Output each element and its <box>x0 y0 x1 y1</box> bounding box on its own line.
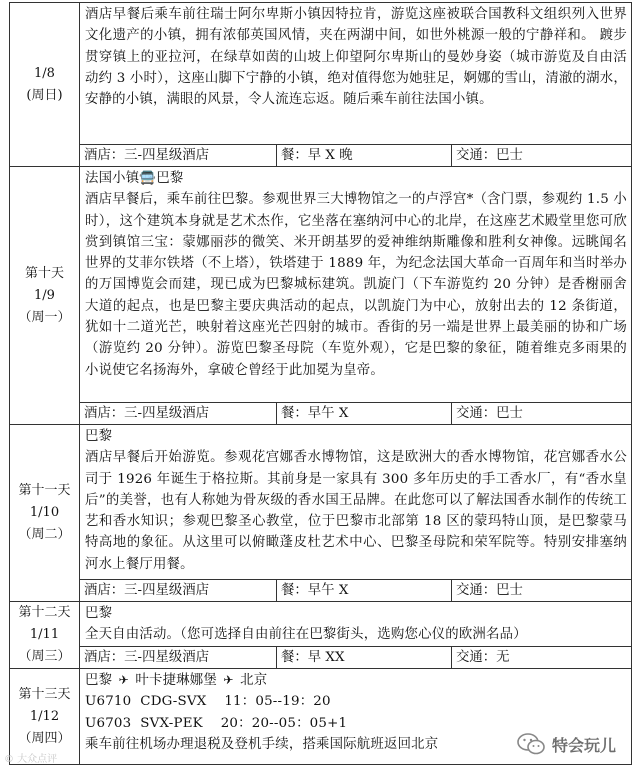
day-label: 第十天 <box>24 265 64 281</box>
day-label: 第十二天 <box>18 605 71 620</box>
day-description <box>80 3 632 145</box>
day-meta-row <box>10 403 632 425</box>
transport-info: 交通：巴士 <box>452 403 632 425</box>
hotel-info: 酒店：三-四星级酒店 <box>80 403 277 425</box>
meals-info: 餐：早午 X <box>277 580 452 602</box>
day-cell <box>10 167 80 425</box>
day-weekday: （周一） <box>18 309 71 325</box>
day-label: 第十一天 <box>18 483 71 498</box>
day-body: 全天自由活动。（您可选择自由前往在巴黎街头，选购您心仪的欧洲名品） <box>85 627 527 643</box>
day-date: 1/12 <box>29 708 60 724</box>
route-title <box>85 670 627 691</box>
day-body: 酒店早餐后，乘车前往巴黎。参观世界三大博物馆之一的卢浮宫*（含门票，参观约 1.5 小时），这个建筑本身就是艺术杰作，它坐落在塞纳河中心的北岸，在这座艺术殿堂里您可欣赏到镇馆三宝：蒙娜丽莎的微笑、米开朗基罗的爱神维纳斯雕像和胜利女神像。远眺闻名世界的艾菲尔铁塔（不上塔），铁塔建于 1889 年，为纪念法国大革命一百周年和当时举办的万国博览会而建，现已成为巴黎城标建筑。凯旋门（下车游览约 20 分钟）是香榭丽舍大道的起点，也是巴黎主要庆典活动的起点，以凯旋门为中心，放射出去的 12 条街道，犹如十二道光芒，映射着这座光芒四射的城市。香街的另一端是世界上最美丽的协和广场（游览约 20 分钟）。游览巴黎圣母院（车览外观），它是巴黎的象征，随着维克多雨果的小说使它名扬海外，拿破仑曾经于此加冕为皇帝。 <box>85 192 627 378</box>
day-date: 1/10 <box>29 505 60 520</box>
transport-info: 交通：巴士 <box>452 145 632 167</box>
meals-info: 餐：早 X 晚 <box>277 145 452 167</box>
wechat-icon <box>516 732 546 756</box>
flight-line: U6710 CDG-SVX 11：05--19：20 <box>85 694 331 710</box>
day-meta-row <box>10 145 632 167</box>
day-description <box>80 602 632 647</box>
day-body: 乘车前往机场办理退税及登机手续，搭乘国际航班返回北京 <box>85 736 439 752</box>
day-row <box>10 425 632 580</box>
day-title: 巴黎 <box>85 606 113 621</box>
day-body: 酒店早餐后乘车前往瑞士阿尔卑斯小镇因特拉肯，游览这座被联合国教科文组织列入世界文化遗产的小镇，拥有浓郁英国风情，夹在两湖中间，如世外桃源一般的宁静祥和。 踱步贯穿镇上的亚拉河，在绿草如茵的山坡上仰望阿尔卑斯山的曼妙身姿（城市游览及自由活动约 3 小时），这座山脚下宁静的小镇，绝对值得您为她驻足，婀娜的雪山，清澈的湖水，安静的小镇，满眼的风景，令人流连忘返。随后乘车前往法国小镇。 <box>85 7 627 108</box>
day-meta-row <box>10 580 632 602</box>
route-destination: 北京 <box>240 673 268 688</box>
day-description <box>80 167 632 403</box>
day-cell <box>10 3 80 167</box>
day-cell <box>10 602 80 669</box>
day-row <box>10 602 632 647</box>
route-origin: 巴黎 <box>85 673 113 688</box>
hotel-info: 酒店：三-四星级酒店 <box>80 580 277 602</box>
airplane-icon: ✈ <box>118 673 129 687</box>
day-row <box>10 3 632 145</box>
route-transit: 叶卡捷琳娜堡 <box>135 673 217 688</box>
day-weekday: (周日) <box>26 87 63 103</box>
day-row <box>10 167 632 403</box>
hotel-info: 酒店：三-四星级酒店 <box>80 646 277 668</box>
day-weekday: （周三） <box>18 649 71 664</box>
day-description <box>80 425 632 580</box>
day-title: 巴黎 <box>85 429 113 444</box>
airplane-icon: ✈ <box>223 673 234 687</box>
day-weekday: （周四） <box>18 730 71 746</box>
transport-info: 交通：无 <box>452 646 632 668</box>
meals-info: 餐：早 XX <box>277 646 452 668</box>
meals-info: 餐：早午 X <box>277 403 452 425</box>
day-title: 法国小镇🚍巴黎 <box>85 171 184 186</box>
day-date: 1/8 <box>34 65 55 81</box>
transport-info: 交通：巴士 <box>452 580 632 602</box>
day-date: 1/11 <box>29 627 60 642</box>
day-cell <box>10 425 80 602</box>
watermark-text: 特会玩儿 <box>551 735 616 755</box>
day-weekday: （周二） <box>18 527 71 542</box>
day-meta-row <box>10 646 632 668</box>
itinerary-table <box>9 2 632 765</box>
day-body: 酒店早餐后开始游览。参观花宫娜香水博物馆，这是欧洲大的香水博物馆，花宫娜香水公司于 1926 年诞生于格拉斯。其前身是一家具有 300 多年历史的手工香水厂，有“香水皇后”的美誉，也有人称她为骨灰级的香水国王品牌。在此您可以了解法国香水制作的传统工艺和香水知识；参观巴黎圣心教堂，位于巴黎市北部第 18 区的蒙玛特山顶，是巴黎蒙马特高地的象征。从这里可以俯瞰蓬皮杜艺术中心、巴黎圣母院和荣军院等。特别安排塞纳河水上餐厅用餐。 <box>85 450 627 572</box>
watermark-left: © 大众点评 <box>4 754 58 765</box>
hotel-info: 酒店：三-四星级酒店 <box>80 145 277 167</box>
watermark-right <box>516 732 616 756</box>
flight-line: U6703 SVX-PEK 20：20--05：05+1 <box>85 715 348 731</box>
day-label: 第十三天 <box>18 686 71 702</box>
day-date: 1/9 <box>34 287 55 303</box>
